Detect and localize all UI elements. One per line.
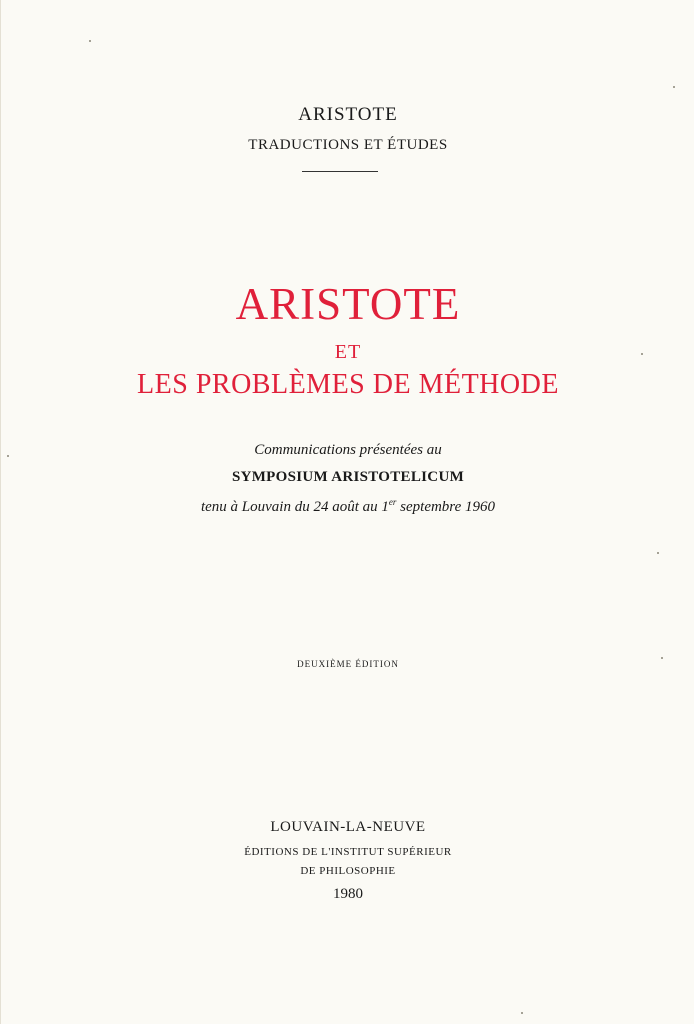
publisher-name-line2: DE PHILOSOPHIE (300, 865, 396, 877)
series-title: ARISTOTE (298, 104, 398, 125)
book-subtitle: LES PROBLÈMES DE MÉTHODE (137, 369, 559, 400)
event-name: SYMPOSIUM ARISTOTELICUM (231, 469, 465, 485)
book-title-conjunction: ET (334, 341, 362, 363)
divider-rule (302, 171, 378, 172)
series-subtitle: TRADUCTIONS ET ÉTUDES (248, 137, 448, 153)
paper-speck (673, 86, 675, 88)
publisher-name-line1: ÉDITIONS DE L'INSTITUT SUPÉRIEUR (244, 846, 452, 858)
event-intro: Communications présentées au (254, 442, 442, 458)
paper-speck (89, 40, 91, 42)
paper-speck (7, 455, 9, 457)
event-details-end: septembre 1960 (396, 499, 495, 515)
paper-speck (661, 657, 663, 659)
book-title: ARISTOTE (235, 279, 461, 329)
publisher-place: LOUVAIN-LA-NEUVE (270, 819, 426, 835)
edition-label: DEUXIÈME ÉDITION (297, 659, 399, 669)
paper-speck (657, 552, 659, 554)
publication-year: 1980 (333, 886, 363, 902)
event-details (1, 497, 694, 516)
paper-speck (521, 1012, 523, 1014)
paper-speck (641, 353, 643, 355)
event-details-start: tenu à Louvain du 24 août au 1 (200, 499, 389, 515)
event-details-superscript: er (388, 497, 397, 507)
